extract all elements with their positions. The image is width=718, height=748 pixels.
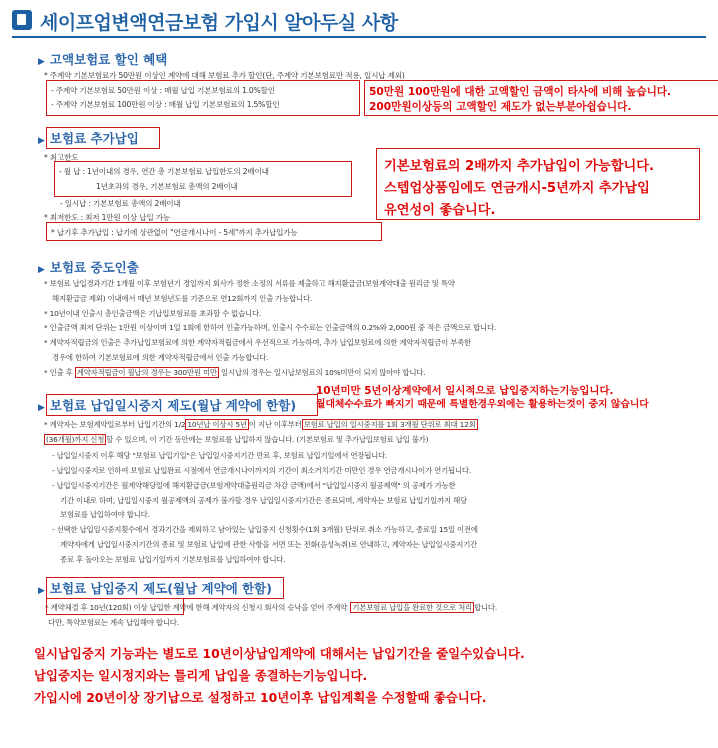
section-discount-heading: ▶ 고액보험료 할인 혜택	[38, 52, 168, 67]
pause-b4b: 계약자에게 납입일시중지기간의 종료 및 보험료 납입에 관한 사항을 서면 또는 전화(음성녹취)로 안내하고, 계약자는 납입일시중지기간	[60, 540, 478, 549]
pause-p1: * 계약자는 보험계약일로부터 납입기간의 1/2 10년납 이상시 5년 이 지난 이후부터 보험료 납입의 일시중지를 1회 3개월 단위로 최대 12회	[44, 420, 476, 429]
extra-limit-lump: - 일시납 : 기본보험료 총액의 2배이내	[60, 199, 181, 208]
withdrawal-p4b: 경우에 한하여 기본보험료에 의한 계약자적립금에서 인출 가능합니다.	[52, 353, 269, 362]
section-withdrawal-heading: ▶ 보험료 중도인출	[38, 260, 139, 275]
discount-annotation-2: 200만원이상등의 고액할인 제도가 없는부분아쉽습니다.	[369, 101, 632, 113]
section-extra-payment-heading: ▶ 보험료 추가납입	[38, 131, 139, 146]
section-stop-heading: ▶ 보험료 납입중지 제도(월납 계약에 한함)	[38, 581, 272, 596]
pause-b4c: 종료 후 돌아오는 보험료 납입기일까지 기본보험료를 납입하여야 합니다.	[60, 555, 286, 564]
discount-annotation-1: 50만원 100만원에 대한 고액할인 금액이 타사에 비해 높습니다.	[369, 86, 672, 98]
withdrawal-p4a: * 계약자적립금의 인출은 추가납입보험료에 의한 계약자적립금에서 우선적으로 가능하며, 추가 납입보험료에 의한 계약자적립금이 부족한	[44, 338, 471, 347]
section-pause-heading: ▶ 보험료 납입일시중지 제도(월납 계약에 한함)	[38, 398, 297, 413]
withdrawal-p1b: 해지환급금 제외) 이내에서 매년 보험년도를 기준으로 연12회까지 인출 가능합니다.	[52, 294, 313, 303]
discount-item-50: - 주계약 기본보험료 50만원 이상 : 매월 납입 기본보험료의 1.0%할인	[51, 86, 275, 95]
extra-after: * 납기후 추가납입 : 납기에 상관없이 "연금개시나이 - 5세"까지 추가납입가능	[51, 228, 298, 237]
withdrawal-annotation-1: 10년미만 5년이상계약에서 일시적으로 납입중지하는기능입니다.	[316, 385, 614, 397]
discount-item-100: - 주계약 기본보험료 100만원 이상 : 매월 납입 기본보험료의 1.5%할인	[51, 100, 280, 109]
stop-annotation-3: 가입시에 20년이상 장기납으로 설정하고 10년이후 납입계획을 수정할때 좋습니다.	[34, 690, 487, 705]
extra-annotation-2: 스텝업상품임에도 연금개시-5년까지 추가납입	[384, 181, 650, 196]
extra-annotation-1: 기본보험료의 2배까지 추가납입이 가능합니다.	[384, 159, 655, 174]
extra-limit-over-year: 1년초과의 경우, 기본보험료 총액의 2배이내	[96, 182, 238, 191]
triangle-bullet-icon: ▶	[38, 586, 45, 596]
pause-b1: - 납입일시중지 이후 해당 "보험료 납입기일"은 납입일시중지기간 만료 후, 보험료 납입기일에서 연장됩니다.	[52, 451, 388, 460]
pause-b3c: 보험료를 납입하여야 합니다.	[60, 510, 150, 519]
title-divider	[12, 36, 706, 38]
triangle-bullet-icon: ▶	[38, 403, 45, 413]
stop-p1: * 계약체결 후 10년(120회) 이상 납입한 계약에 한해 계약자의 신청시 회사의 승낙을 얻어 주계약 기본보험료 납입을 완료한 것으로 처리 합니다.	[45, 603, 497, 612]
pause-b2: - 납입일시중지로 인하여 보험료 납입완료 시점에서 연금개시나이까지의 기간이 최소거치기간 미만인 경우 연금개시나이가 연기됩니다.	[52, 466, 472, 475]
withdrawal-p5: * 인출 후 계약자적립금이 월납의 경우는 300만원 미만 일시납의 경우는 일시납보험료의 10%미만이 되지 않아야 합니다.	[44, 368, 426, 377]
extra-limit-monthly: - 월 납 : 1년이내의 경우, 연간 총 기본보험료 납입한도의 2배이내	[59, 167, 269, 176]
extra-limit-label: * 최고한도	[44, 153, 79, 162]
pause-p2: (36개월)까지 신청 할 수 있으며, 이 기간 동안에는 보험료를 납입하지 않습니다. (기본보험료 및 추가납입보험료 납입 불가)	[46, 435, 429, 444]
withdrawal-p3: * 인출금액 최저 단위는 1만원 이상이며 1일 1회에 한하여 인출가능하며, 인출시 수수료는 인출금액의 0.2%와 2,000원 중 적은 금액으로 합니다.	[44, 323, 497, 332]
pause-b3a: - 납입일시중지기간은 월계약해당일에 해지환급금(보험계약대출원리금 차감 금액)에서 "납입일시중지 월공제액" 의 공제가 가능한	[52, 481, 456, 490]
pause-b4a: - 선택한 납입일시중지횟수에서 경과기간을 제외하고 남아있는 납입중지 신청횟수(1회 3개월) 단위로 취소 가능하고, 종료일 15일 이전에	[52, 525, 478, 534]
triangle-bullet-icon: ▶	[38, 136, 45, 146]
extra-annotation-3: 유연성이 좋습니다.	[384, 203, 496, 218]
discount-intro: * 주계약 기본보험료가 50만원 이상인 계약에 대해 보험료 추가 할인(단, 주계약 기본보험료만 적용, 일시납 제외)	[44, 71, 405, 80]
extra-min: * 최저한도 : 최저 1만원 이상 납입 가능	[44, 213, 170, 222]
page-title: 세이프업변액연금보험 가입시 알아두실 사항	[40, 12, 398, 34]
stop-annotation-2: 납입중지는 일시정지와는 틀리게 납입을 종결하는기능입니다.	[34, 668, 368, 683]
triangle-bullet-icon: ▶	[38, 265, 45, 275]
document-icon	[12, 10, 32, 30]
stop-annotation-1: 일시납입중지 기능과는 별도로 10년이상납입계약에 대해서는 납입기간을 줄일수있습니다.	[34, 646, 525, 661]
triangle-bullet-icon: ▶	[38, 57, 45, 67]
withdrawal-annotation-2: 월대체수수료가 빠지기 때문에 특별한경우외에는 활용하는것이 중지 않습니다	[316, 399, 649, 410]
withdrawal-p1a: * 보험료 납입경과기간 1개월 이후 보험년기 경일까지 회사가 정한 소정의 서류를 제출하고 해지환급금(보험계약대출 원리금 및 특약	[44, 279, 455, 288]
pause-b3b: 기간 이내로 하며, 납입일시중지 월공제액의 공제가 불가할 경우 납입일시중지기간은 종료되며, 계약자는 보험료 납입기일까지 해당	[60, 496, 467, 505]
withdrawal-p2: * 10년이내 인출시 총인출금액은 기납입보험료를 초과할 수 없습니다.	[44, 309, 262, 318]
stop-p2: 다만, 특약보험료는 계속 납입해야 합니다.	[48, 618, 179, 627]
